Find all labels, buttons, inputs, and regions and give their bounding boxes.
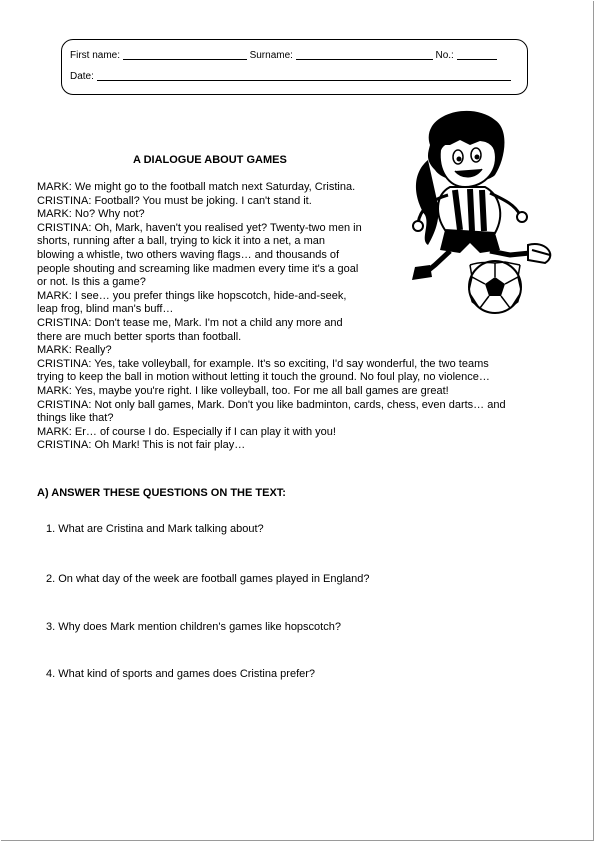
dialogue-line: MARK: Really?	[37, 344, 112, 357]
date-line	[70, 70, 511, 82]
surname-field[interactable]	[296, 49, 433, 60]
dialogue-line: blowing a whistle, two others waving flags… and thousands of	[37, 248, 340, 261]
dialogue-line: MARK: I see… you prefer things like hopscotch, hide-and-seek,	[37, 289, 347, 302]
dialogue-line: MARK: We might go to the football match next Saturday, Cristina.	[37, 181, 356, 193]
dialogue-line: MARK: Yes, maybe you're right. I like volleyball, too. For me all ball games are great!	[37, 384, 449, 397]
number-label: No.:	[435, 50, 454, 61]
dialogue-line: MARK: Er… of course I do. Especially if I can play it with you!	[37, 425, 336, 438]
student-info-box	[61, 39, 528, 95]
dialogue-line: there are much better sports than football.	[37, 330, 242, 343]
first-name-field[interactable]	[123, 49, 247, 60]
dialogue-line: or not. Is this a game?	[37, 276, 146, 289]
question-1: 1. What are Cristina and Mark talking about?	[46, 523, 264, 535]
dialogue-text	[37, 181, 557, 453]
dialogue-line: CRISTINA: Yes, take volleyball, for example. It's so exciting, I'd say wonderful, the two teams	[37, 357, 489, 370]
dialogue-line: trying to keep the ball in motion without letting it touch the ground. No foul play, no violence…	[37, 371, 490, 384]
date-field[interactable]	[97, 70, 511, 81]
question-4: 4. What kind of sports and games does Cristina prefer?	[46, 668, 316, 680]
page-title: A DIALOGUE ABOUT GAMES	[133, 154, 287, 166]
question-2: 2. On what day of the week are football games played in England?	[46, 573, 370, 585]
date-label: Date:	[70, 71, 94, 82]
dialogue-line: shorts, running after a ball, trying to kick it into a net, a man	[37, 235, 325, 248]
dialogue-line: CRISTINA: Don't tease me, Mark. I'm not a child any more and	[37, 316, 343, 329]
dialogue-line: people shouting and screaming like madmen every time it's a goal	[37, 262, 359, 275]
question-3: 3. Why does Mark mention children's games like hopscotch?	[46, 621, 341, 633]
dialogue-line: CRISTINA: Football? You must be joking. I can't stand it.	[37, 194, 312, 207]
questions-heading: A) ANSWER THESE QUESTIONS ON THE TEXT:	[37, 487, 286, 499]
dialogue-line: leap frog, blind man's buff…	[37, 303, 174, 316]
dialogue-line: things like that?	[37, 412, 114, 425]
dialogue-line: MARK: No? Why not?	[37, 208, 145, 221]
dialogue-line: CRISTINA: Oh Mark! This is not fair play…	[37, 439, 246, 452]
number-field[interactable]	[457, 49, 497, 60]
first-name-label: First name:	[70, 50, 121, 61]
dialogue-line: CRISTINA: Oh, Mark, haven't you realised yet? Twenty-two men in	[37, 221, 362, 234]
name-line	[70, 49, 497, 61]
dialogue-line: CRISTINA: Not only ball games, Mark. Don't you like badminton, cards, chess, even darts… and	[37, 398, 506, 411]
surname-label: Surname:	[249, 50, 293, 61]
